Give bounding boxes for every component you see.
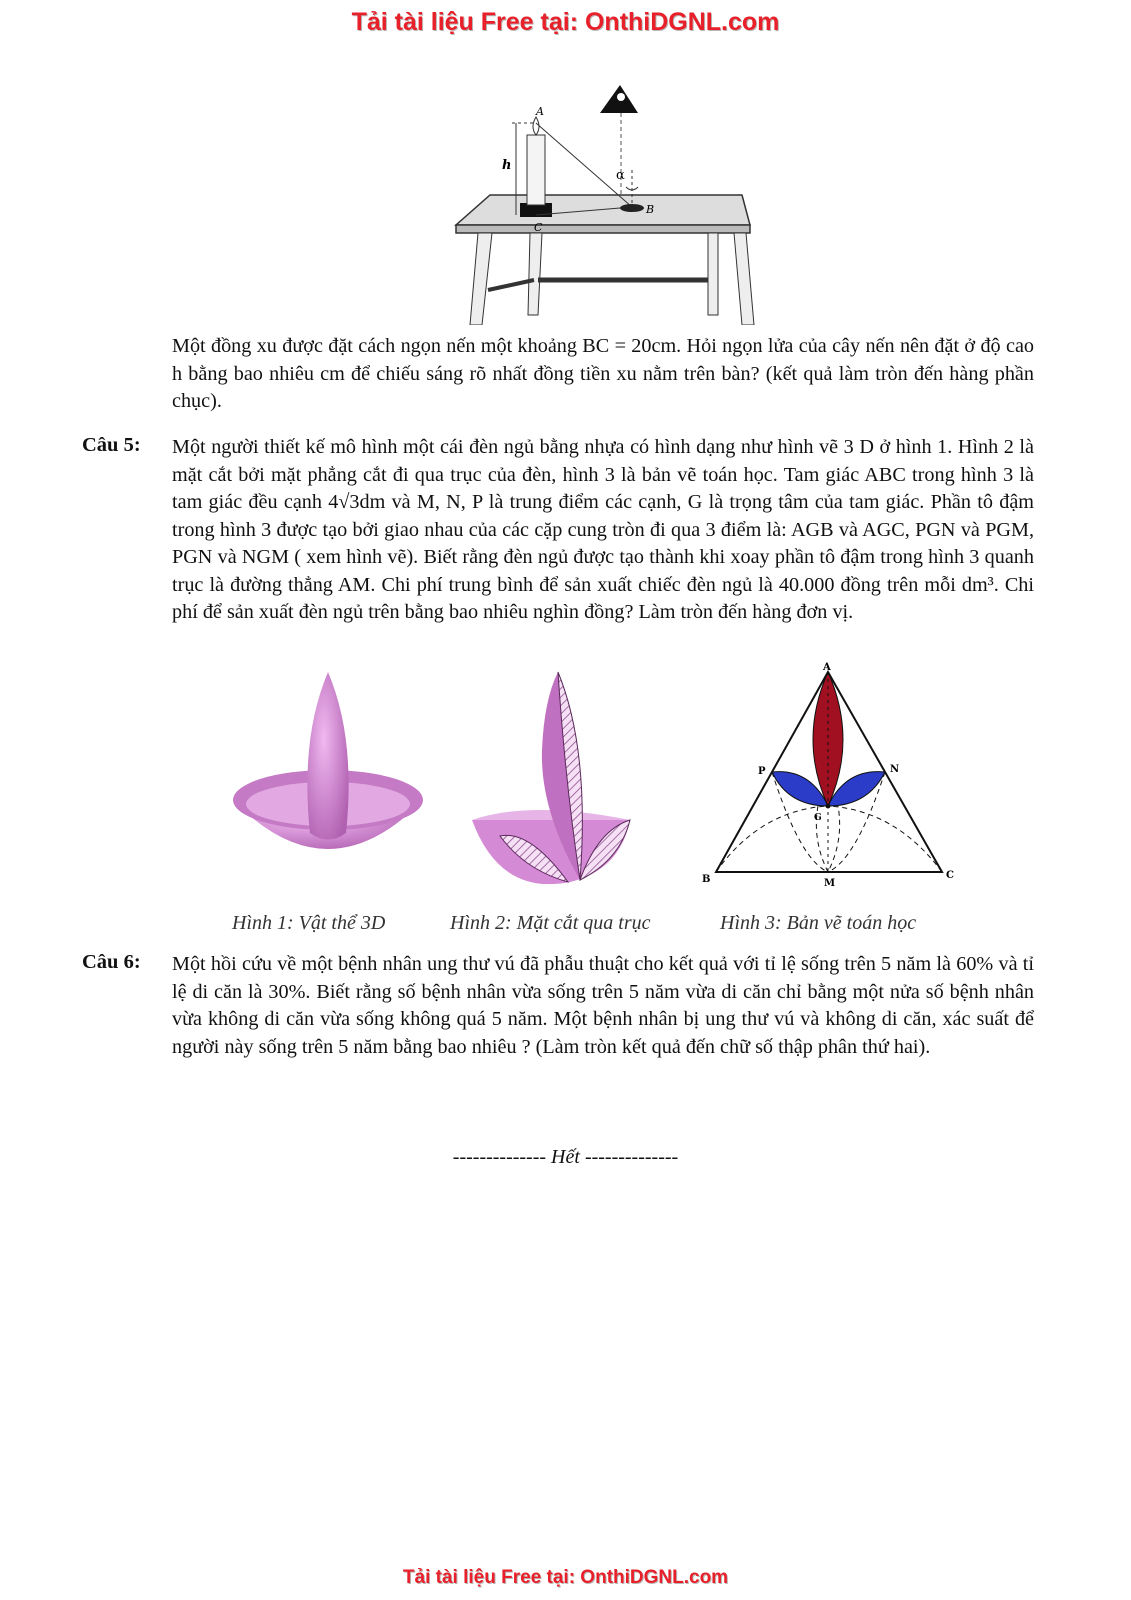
end-word: Hết bbox=[551, 1146, 580, 1168]
label-P: P bbox=[758, 766, 766, 777]
end-dashes-left: -------------- bbox=[452, 1146, 547, 1168]
label-G: G bbox=[814, 813, 822, 823]
q6-label: Câu 6: bbox=[82, 951, 141, 973]
lamp-3d-figure bbox=[228, 668, 428, 900]
label-C-candle: C bbox=[534, 221, 543, 234]
q6-text: Một hồi cứu về một bệnh nhân ung thư vú đã phẫu thuật cho kết quả với tỉ lệ sống trên 5 năm là 60% và tỉ lệ di căn là 30%. Biết rằng số bệnh nhân vừa sống trên 5 năm vừa di căn chỉ bằng một nửa số bệnh nhân vừa không di căn vừa sống không quá 5 năm. Một bệnh nhân bị ung thư vú và không di căn, xác suất để người này sống trên 5 năm bằng bao nhiêu ? (Làm tròn kết quả đến chữ số thập phân thứ hai). bbox=[172, 953, 1034, 1058]
label-alpha: α bbox=[616, 168, 625, 183]
candle-table-figure bbox=[450, 75, 800, 325]
label-B-candle: B bbox=[646, 203, 655, 216]
caption-figure-3: Hình 3: Bản vẽ toán học bbox=[720, 912, 917, 934]
lamp-cross-section-figure bbox=[470, 660, 640, 896]
end-mark bbox=[0, 1146, 1131, 1169]
label-A-triangle: A bbox=[823, 662, 831, 673]
end-dashes-right: -------------- bbox=[584, 1146, 679, 1168]
label-M: M bbox=[824, 878, 836, 889]
coin-icon bbox=[620, 204, 644, 212]
caption-figure-1: Hình 1: Vật thể 3D bbox=[232, 912, 386, 934]
triangle-math-drawing bbox=[700, 660, 960, 892]
footer-banner[interactable]: Tải tài liệu Free tại: OnthiDGNL.com bbox=[402, 1567, 729, 1588]
caption-figure-2: Hình 2: Mặt cắt qua trục bbox=[450, 912, 651, 934]
label-N: N bbox=[890, 764, 900, 775]
label-C-triangle: C bbox=[946, 870, 954, 881]
header-banner[interactable]: Tải tài liệu Free tại: OnthiDGNL.com bbox=[351, 8, 780, 36]
q5-label: Câu 5: bbox=[82, 434, 141, 456]
label-B-triangle: B bbox=[702, 874, 711, 885]
q5-text: Một người thiết kế mô hình một cái đèn ngủ bằng nhựa có hình dạng như hình vẽ 3 D ở hình 1. Hình 2 là mặt cắt bởi mặt phẳng cắt đi qua trục của đèn, hình 3 là bản vẽ toán học. Tam giác ABC trong hình 3 là tam giác đều cạnh 4√3dm và M, N, P là trung điểm các cạnh, G là trọng tâm của tam giác. Phần tô đậm trong hình 3 được tạo bởi giao nhau của các cặp cung tròn đi qua 3 điểm là: AGB và AGC, PGN và PGM, PGN và NGM ( xem hình vẽ). Biết rằng đèn ngủ được tạo thành khi xoay phần tô đậm trong hình 3 quanh trục là đường thẳng AM. Chi phí trung bình để sản xuất chiếc đèn ngủ là 40.000 đồng trên mỗi dm³. Chi phí để sản xuất đèn ngủ trên bằng bao nhiêu nghìn đồng? Làm tròn đến hàng đơn vị. bbox=[172, 436, 1034, 623]
label-A-candle: A bbox=[536, 105, 544, 118]
label-h: h bbox=[502, 158, 512, 173]
q4-continuation-text: Một đồng xu được đặt cách ngọn nến một khoảng BC = 20cm. Hỏi ngọn lửa của cây nến nên đặt ở độ cao h bằng bao nhiêu cm để chiếu sáng rõ nhất đồng tiền xu nằm trên bàn? (kết quả làm tròn đến hàng phần chục). bbox=[172, 335, 1034, 412]
